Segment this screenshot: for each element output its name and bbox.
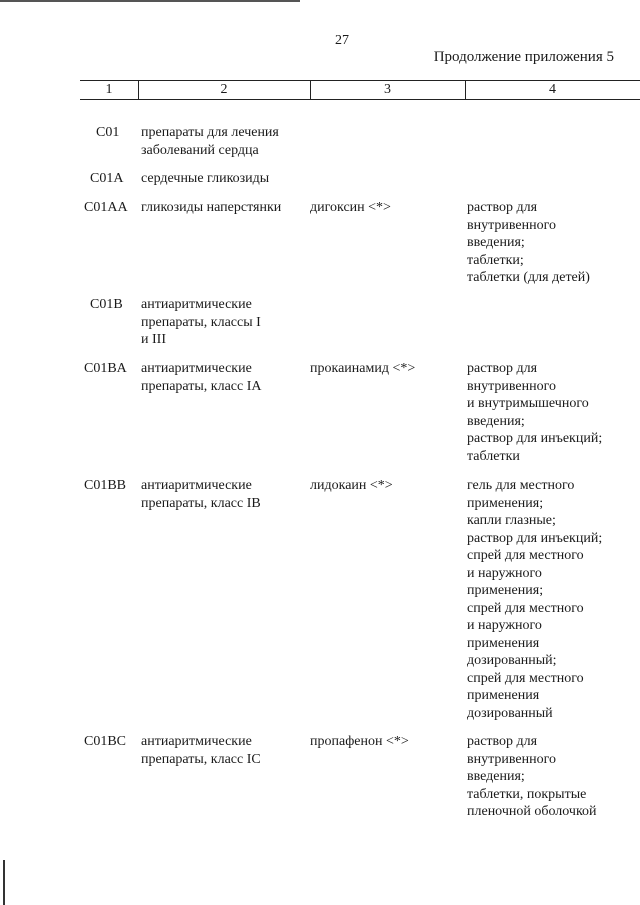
row-name: антиаритмические препараты, класс IC: [141, 734, 261, 767]
row-code: C01B: [90, 297, 123, 312]
row-code: C01AA: [84, 200, 128, 215]
table-header-row: [80, 80, 640, 100]
row-name: антиаритмические препараты, класс IB: [141, 478, 261, 511]
row-code: C01BB: [84, 478, 127, 493]
row-dosage-form: гель для местного применения; капли глазные; раствор для инъекций; спрей для местного и наружного применения; спрей для местного и наружного применения дозированный; спрей для местного применения дозированный: [467, 478, 603, 721]
header-col-4: 4: [549, 82, 556, 97]
scan-edge-left: [3, 860, 5, 905]
row-code: C01BA: [84, 361, 127, 376]
row-code: C01: [96, 125, 120, 140]
row-name: гликозиды наперстянки: [141, 200, 282, 215]
row-drug: прокаинамид <*>: [310, 361, 416, 376]
row-name: сердечные гликозиды: [141, 171, 270, 186]
appendix-note: Продолжение приложения 5: [433, 49, 614, 65]
header-col-3: 3: [384, 82, 391, 97]
header-col-2: 2: [220, 82, 228, 97]
page-number: 27: [335, 33, 349, 48]
scan-edge-top: [0, 0, 300, 2]
row-drug: пропафенон <*>: [310, 734, 409, 749]
row-code: C01A: [90, 171, 124, 186]
row-name: антиаритмические препараты, классы I и III: [141, 297, 261, 347]
row-name: антиаритмические препараты, класс IA: [141, 361, 262, 394]
header-col-1: 1: [105, 82, 113, 97]
row-dosage-form: раствор для внутривенного и внутримышечного введения; раствор для инъекций; таблетки: [467, 361, 603, 464]
row-dosage-form: раствор для внутривенного введения; таблетки, покрытые пленочной оболочкой: [467, 734, 597, 819]
row-drug: дигоксин <*>: [310, 200, 391, 215]
row-drug: лидокаин <*>: [310, 478, 393, 493]
row-dosage-form: раствор для внутривенного введения; таблетки; таблетки (для детей): [467, 200, 590, 285]
row-code: C01BC: [84, 734, 127, 749]
row-name: препараты для лечения заболеваний сердца: [141, 125, 279, 158]
